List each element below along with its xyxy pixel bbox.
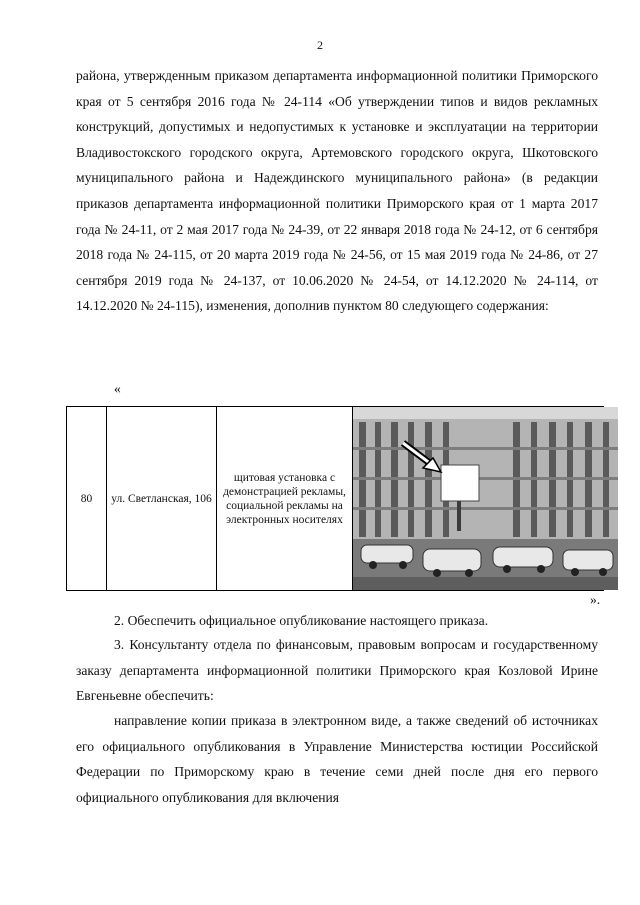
address-cell: ул. Светланская, 106 [107, 407, 217, 591]
photo-cell [353, 407, 604, 591]
table-row [67, 407, 604, 591]
closing-quote: ». [590, 592, 601, 607]
paragraph-consultant: 3. Консультанту отдела по финансовым, правовым вопросам и государственному заказу департамента информационной политики Приморского края Козловой Ирине Евгеньевне обеспечить: [76, 637, 598, 704]
ad-construction-table [66, 406, 604, 591]
paragraph-copy-direction: направление копии приказа в электронном виде, а также сведений об источниках его официального опубликования в Управление Министерства юстиции Российской Федерации по Приморскому краю в течение семи дней после дня его первого официального опубликования для включения [76, 713, 598, 805]
paragraph-amendment: района, утвержденным приказом департамента информационной политики Приморского края от 5 сентября 2016 года № 24-114 «Об утверждении типов и видов рекламных конструкций, допустимых и недопустимых к установке и эксплуатации на территории Владивостокского городского округа, Артемовского городского округа, Шкотовского муниципального района и Надеждинского муниципального района» (в редакции приказов департамента информационной политики Приморского края от 1 марта 2017 года № 24-11, от 2 мая 2017 года № 24-39, от 22 января 2018 года № 24-12, от 6 сентября 2018 года № 24-115, от 20 марта 2019 года № 24-56, от 15 мая 2019 года № 24-86, от 27 сентября 2019 года № 24-137, от 10.06.2020 № 24-54, от 14.12.2020 № 24-114, от 14.12.2020 № 24-115), изменения, дополнив пунктом 80 следующего содержания: [76, 68, 598, 314]
billboard-location-photo [353, 407, 618, 590]
opening-quote: « [114, 381, 121, 396]
construction-type-cell: щитовая установка с демонстрацией рекламы, социальной рекламы на электронных носителях [217, 407, 353, 591]
page-number: 2 [317, 38, 323, 52]
row-number-cell: 80 [67, 407, 107, 591]
paragraph-publication: 2. Обеспечить официальное опубликование настоящего приказа. [114, 613, 489, 628]
